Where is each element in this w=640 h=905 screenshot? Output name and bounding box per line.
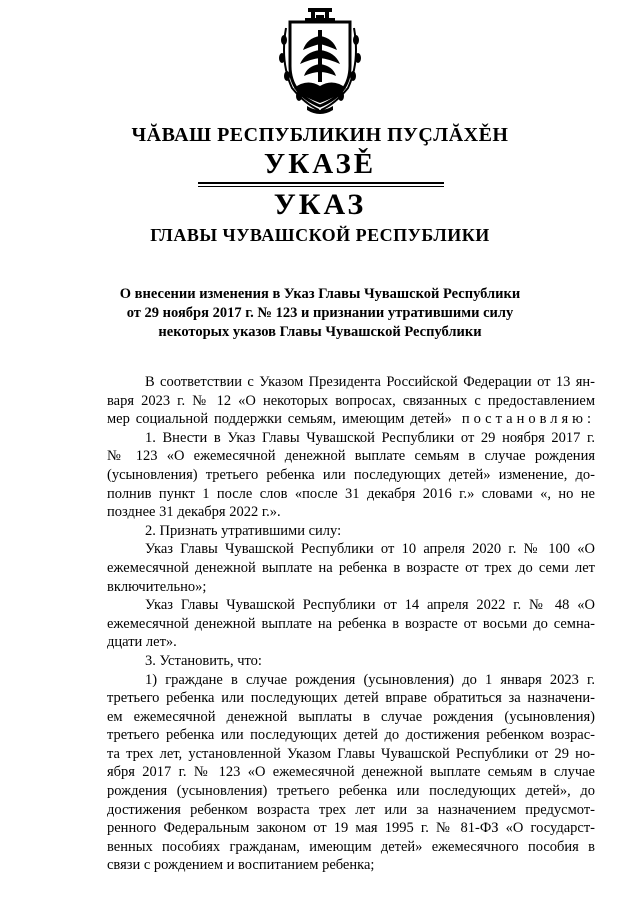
header-divider xyxy=(198,182,444,184)
body-line: Указ Главы Чувашской Республики от 14 апреля 2022 г. № 48 «О xyxy=(145,597,595,614)
header-chuvash-republic: ЧĂВАШ РЕСПУБЛИКИН ПУҪЛĂХĚН xyxy=(131,124,509,146)
body-line xyxy=(107,410,595,429)
body-line: позднее 31 декабря 2022 г.». xyxy=(107,504,281,521)
body-line: № 123 «О ежемесячной денежной выплате семьям в случае рождения xyxy=(107,448,595,465)
title-line: некоторых указов Главы Чувашской Республики xyxy=(158,324,482,340)
title-line: от 29 ноября 2017 г. № 123 и признании утратившими силу xyxy=(126,305,514,321)
body-line: та трех лет, установленной Указом Главы Чувашской Республики от 29 но- xyxy=(107,745,595,762)
body-line: (усыновления) третьего ребенка или последующих детей» изменение, до- xyxy=(107,466,595,483)
body-line: третьего ребенка или последующих детей вправе обратиться за назначени- xyxy=(107,690,595,707)
body-line: достижения ребенком возраста трех лет или за назначением предусмот- xyxy=(107,801,595,818)
body-line: 3. Установить, что: xyxy=(145,652,262,669)
body-line: рождения (усыновления) третьего ребенка или последующих детей», до xyxy=(107,783,595,800)
body-line: 1. Внести в Указ Главы Чувашской Республики от 29 ноября 2017 г. xyxy=(145,429,595,446)
body-line: дцати лет». xyxy=(107,634,177,651)
header-ukaze: УКАЗĚ xyxy=(263,148,377,180)
document-title xyxy=(110,285,530,342)
chuvash-emblem-icon xyxy=(279,6,361,114)
body-line: варя 2023 г. № 12 «О некоторых вопросах, связанных с предоставлением xyxy=(107,392,595,409)
body-line: третьего ребенка или последующих детей до достижения ребенком возрас- xyxy=(107,727,595,744)
body-line: ября 2017 г. № 123 «О ежемесячной денежной выплате семьям в случае xyxy=(107,764,595,781)
body-text: мер социальной поддержки семьям, имеющим детей» xyxy=(107,411,452,428)
title-line: О внесении изменения в Указ Главы Чувашской Республики xyxy=(119,286,521,302)
body-line: ем ежемесячной денежной выплаты в случае рождения (усыновления) xyxy=(107,708,595,725)
body-line: включительно»; xyxy=(107,578,207,595)
body-line: 2. Признать утратившими силу: xyxy=(145,522,342,539)
body-line: венных пособиях гражданам, имеющим детей» ежемесячного пособия в xyxy=(107,838,595,855)
header-divider-thin xyxy=(198,186,444,187)
body-line: ренного Федеральным законом от 19 мая 1995 г. № 81-ФЗ «О государст- xyxy=(107,820,595,837)
body-line: полнив пункт 1 после слов «после 31 декабря 2016 г.» словами «, но не xyxy=(107,485,595,502)
body-line: связи с рождением и воспитанием ребенка; xyxy=(107,857,375,874)
body-line: 1) граждане в случае рождения (усыновления) до 1 января 2023 г. xyxy=(145,671,595,688)
body-line: ежемесячной денежной выплате на ребенка в возрасте от трех до семи лет xyxy=(107,559,595,576)
body-line: Указ Главы Чувашской Республики от 10 апреля 2020 г. № 100 «О xyxy=(145,541,595,558)
body-line: В соответствии с Указом Президента Российской Федерации от 13 ян- xyxy=(145,374,595,390)
body-line: ежемесячной денежной выплате на ребенка в возрасте от восьми до семна- xyxy=(107,615,595,632)
header-ukaz: УКАЗ xyxy=(273,188,367,221)
header-glavy: ГЛАВЫ ЧУВАШСКОЙ РЕСПУБЛИКИ xyxy=(150,225,490,245)
document-body xyxy=(107,373,595,875)
postanovlyayu: постановляю: xyxy=(461,411,595,428)
